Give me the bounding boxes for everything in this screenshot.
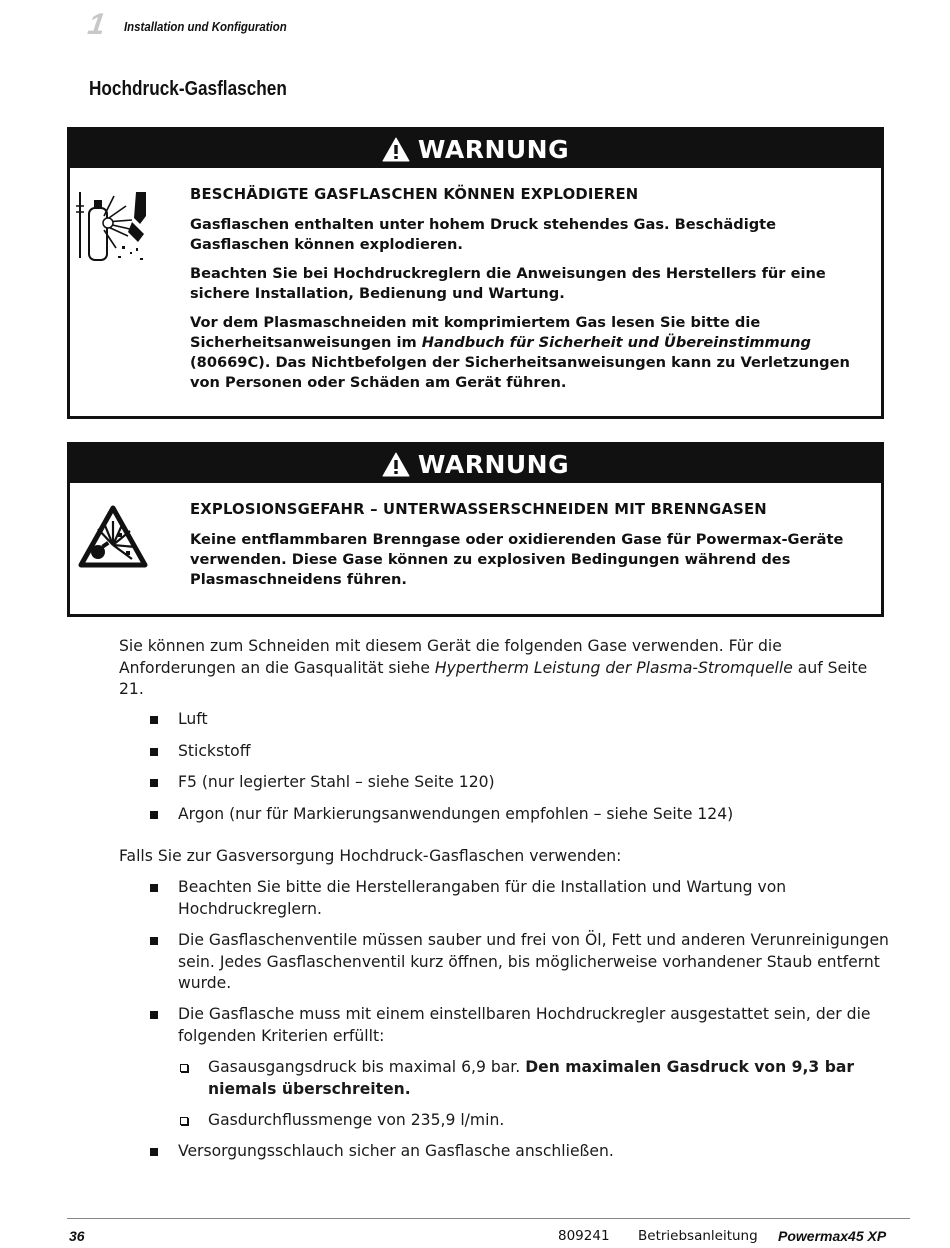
- list-item: Die Gasflasche muss mit einem einstellbaren Hochdruckregler ausgestattet sein, der die folgenden Kriterien erfüllt:: [150, 1004, 890, 1047]
- page-number: 36: [69, 1228, 85, 1244]
- warning-paragraph: Vor dem Plasmaschneiden mit komprimiertem Gas lesen Sie bitte die Sicherheitsanweisungen im Handbuch für Sicherheit und Übereinstimmung (80669C). Das Nichtbefolgen der Sicherheitsanweisungen kann zu Verletzungen von Personen oder Schäden am Gerät führen.: [190, 314, 850, 391]
- warning-title: BESCHÄDIGTE GASFLASCHEN KÖNNEN EXPLODIEREN: [190, 186, 639, 203]
- checkbox-bullet-icon: [180, 1117, 188, 1125]
- bullet-square-icon: [150, 884, 158, 892]
- bullet-square-icon: [150, 748, 158, 756]
- list-item: Luft: [150, 709, 890, 731]
- list-item: Versorgungsschlauch sicher an Gasflasche anschließen.: [150, 1141, 890, 1163]
- list-item: Beachten Sie bitte die Herstellerangaben für die Installation und Wartung von Hochdruckreglern.: [150, 877, 890, 920]
- document-reference: Hypertherm Leistung der Plasma-Stromquelle: [434, 658, 793, 677]
- product-name: Powermax45 XP: [778, 1228, 887, 1244]
- warning-title: EXPLOSIONSGEFAHR – UNTERWASSERSCHNEIDEN MIT BRENNGASEN: [190, 501, 767, 518]
- warning-paragraph: Beachten Sie bei Hochdruckreglern die Anweisungen des Herstellers für eine sichere Installation, Bedienung und Wartung.: [190, 265, 826, 302]
- warning-header: [70, 130, 881, 168]
- chapter-title: Installation und Konfiguration: [124, 19, 287, 34]
- warning-label: WARNUNG: [417, 449, 570, 479]
- document-number: 809241: [558, 1228, 610, 1244]
- warning-header: [70, 445, 881, 483]
- bullet-square-icon: [150, 716, 158, 724]
- manual-name: Betriebsanleitung: [638, 1228, 758, 1244]
- warning-box-gas-cylinders: [67, 127, 884, 419]
- sub-list-item: Gasausgangsdruck bis maximal 6,9 bar. Den maximalen Gasdruck von 9,3 bar niemals überschreiten.: [180, 1057, 860, 1100]
- bullet-square-icon: [150, 779, 158, 787]
- sub-list-item: Gasdurchflussmenge von 235,9 l/min.: [180, 1110, 860, 1132]
- bullet-square-icon: [150, 1148, 158, 1156]
- damaged-gas-cylinder-explosion-icon: [74, 186, 154, 266]
- warning-triangle-icon: [382, 137, 410, 162]
- list-item: Argon (nur für Markierungsanwendungen empfohlen – siehe Seite 124): [150, 804, 890, 826]
- cylinder-intro: Falls Sie zur Gasversorgung Hochdruck-Gasflaschen verwenden:: [119, 847, 622, 865]
- list-item: Stickstoff: [150, 741, 890, 763]
- footer-divider: [67, 1218, 910, 1219]
- chapter-number: 1: [85, 8, 108, 41]
- bullet-square-icon: [150, 937, 158, 945]
- list-item: Die Gasflaschenventile müssen sauber und frei von Öl, Fett und anderen Verunreinigungen sein. Jedes Gasflaschenventil kurz öffnen, bis möglicherweise vorhandener Staub entfernt wurde.: [150, 930, 890, 995]
- warning-label: WARNUNG: [417, 134, 570, 164]
- checkbox-bullet-icon: [180, 1064, 188, 1072]
- warning-box-explosion-hazard: [67, 442, 884, 617]
- warning-triangle-icon: [382, 452, 410, 477]
- warning-paragraph: Gasflaschen enthalten unter hohem Druck stehendes Gas. Beschädigte Gasflaschen können explodieren.: [190, 216, 777, 253]
- max-pressure-warning: Den maximalen Gasdruck von 9,3 bar niemals überschreiten.: [208, 1058, 855, 1098]
- explosion-hazard-icon: [78, 505, 148, 569]
- list-item: F5 (nur legierter Stahl – siehe Seite 120): [150, 772, 890, 794]
- manual-reference: Handbuch für Sicherheit und Übereinstimmung: [421, 334, 811, 351]
- warning-content: [190, 185, 863, 402]
- section-title: Hochdruck-Gasflaschen: [89, 78, 287, 100]
- bullet-square-icon: [150, 1011, 158, 1019]
- warning-content: [190, 500, 863, 599]
- warning-paragraph: Keine entflammbaren Brenngase oder oxidierenden Gase für Powermax-Geräte verwenden. Diese Gase können zu explosiven Bedingungen während des Plasmaschneidens führen.: [190, 531, 844, 588]
- intro-paragraph: Sie können zum Schneiden mit diesem Gerät die folgenden Gase verwenden. Für die Anforderungen an die Gasqualität siehe Hypertherm Leistung der Plasma-Stromquelle auf Seite 21.: [119, 637, 868, 698]
- bullet-square-icon: [150, 811, 158, 819]
